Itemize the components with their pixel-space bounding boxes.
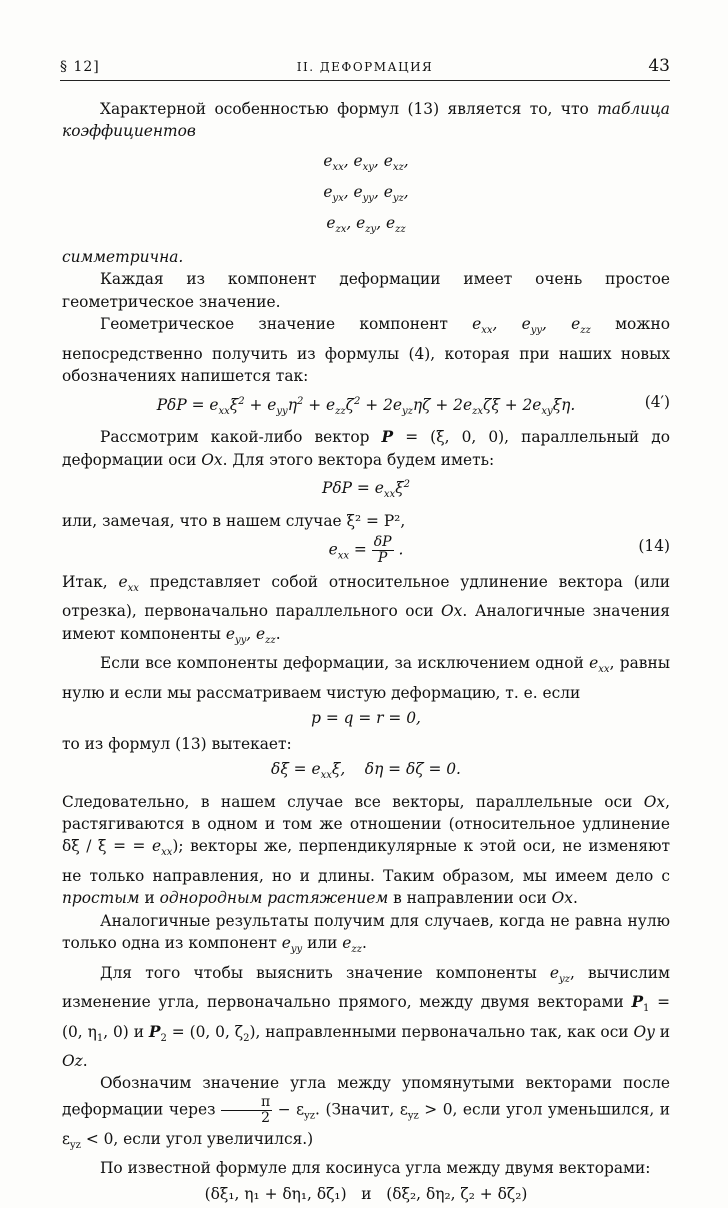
equation-pdp: $P\delta P = e_{xx}\xi^2$ bbox=[322, 478, 410, 501]
equation-4prime: $P\delta P = e_{xx}\xi^2 + e_{yy}\eta^2 + e_{zz}\zeta^2 + 2e_{yz}\eta\zeta + 2e_{zx}\zeta\xi + 2e_{xy}\xi\eta$. (4′) bbox=[156, 392, 670, 417]
equation-number: (14) bbox=[638, 537, 670, 555]
paragraph-follows: то из формул (13) вытекает: bbox=[62, 734, 292, 753]
paragraph-elongation: Итак, $e_{xx}$ представляет собой относительное удлинение вектора (или отрезка), первоначально параллельного оси Ox. Аналогичные значения имеют компоненты $e_{yy}$, $e_{zz}$. bbox=[62, 572, 670, 646]
page-number: 43 bbox=[648, 56, 670, 76]
symmetric-text: симметрична. bbox=[62, 248, 184, 267]
paragraph-angle: Для того чтобы выяснить значение компоненты $e_{yz}$, вычислим изменение угла, первоначально прямого, между двумя векторами $P_1 = (0$, $\eta_1$, 0) и $P_2 = (0$, 0, $\zeta_2$), направленными первоначально так, как оси Oy и Oz. bbox=[62, 963, 670, 1070]
paragraph-cosine: По известной формуле для косинуса угла между двумя векторами: bbox=[100, 1159, 651, 1178]
running-header bbox=[60, 56, 670, 81]
equation-vectors: (δξ₁, η₁ + δη₁, δζ₁) и (δξ₂, δη₂, ζ₂ + δζ₂) bbox=[204, 1184, 528, 1203]
section-ref: § 12] bbox=[60, 59, 100, 75]
paragraph-geometric: Каждая из компонент деформации имеет очень простое геометрическое значение. bbox=[62, 270, 670, 311]
coefficient-table bbox=[62, 149, 670, 242]
equation-pqr: p = q = r = 0, bbox=[311, 709, 421, 728]
paragraph-analogous: Аналогичные результаты получим для случаев, когда не равна нулю только одна из компонент $e_{yy}$ или $e_{zz}$. bbox=[62, 911, 670, 956]
paragraph-denote: Обозначим значение угла между упомянутыми векторами после деформации через $\frac{\pi}{2}$ − $\varepsilon_{yz}$. (Значит, $\varepsilon_{yz} > 0$, если угол уменьшился, и $\varepsilon_{yz} < 0$, если угол увеличился.) bbox=[62, 1074, 670, 1151]
paragraph-intro: Характерной особенностью формул (13) является то, что таблица коэффициентов bbox=[62, 100, 670, 141]
chapter-title: II. ДЕФОРМАЦИЯ bbox=[296, 60, 434, 74]
equation-number: (4′) bbox=[644, 392, 670, 411]
page-body bbox=[62, 98, 670, 1208]
equation-14: $e_{xx}$ = $\frac{\delta P}{P}$ . (14) bbox=[328, 534, 670, 566]
paragraph-pure-deformation: Если все компоненты деформации, за исключением одной $e_{xx}$, равны нулю и если мы рассматриваем чистую деформацию, т. е. если bbox=[62, 654, 670, 702]
paragraph-consequence: Следовательно, в нашем случае все векторы, параллельные оси Ox, растягиваются в одном и том же отношении (относительное удлинение δξ / ξ = = $e_{xx}$); векторы же, перпендикулярные к этой оси, не изменяют не только направления, но и длины. Таким образом, мы имеем дело с простым и однородным растяжением в направлении оси Ox. bbox=[62, 792, 670, 908]
matrix-row-3: $e_{zx}$, $e_{zy}$, $e_{zz}$ bbox=[326, 213, 406, 236]
equation-delta: $\delta\xi = e_{xx}\xi$, δη = δζ = 0. bbox=[271, 760, 461, 782]
matrix-row-2: $e_{yx}$, $e_{yy}$, $e_{yz}$, bbox=[323, 182, 409, 204]
paragraph-vector: Рассмотрим какой-либо вектор P = (ξ, 0, 0), параллельный до деформации оси Ox. Для этого вектора будем иметь: bbox=[62, 428, 670, 469]
paragraph-noting: или, замечая, что в нашем случае ξ² = P², bbox=[62, 511, 406, 530]
paragraph-components: Геометрическое значение компонент $e_{xx}$, $e_{yy}$, $e_{zz}$ можно непосредственно получить из формулы (4), которая при наших новых обозначениях напишется так: bbox=[62, 315, 670, 386]
matrix-row-1: $e_{xx}$, $e_{xy}$, $e_{xz}$, bbox=[323, 151, 409, 173]
